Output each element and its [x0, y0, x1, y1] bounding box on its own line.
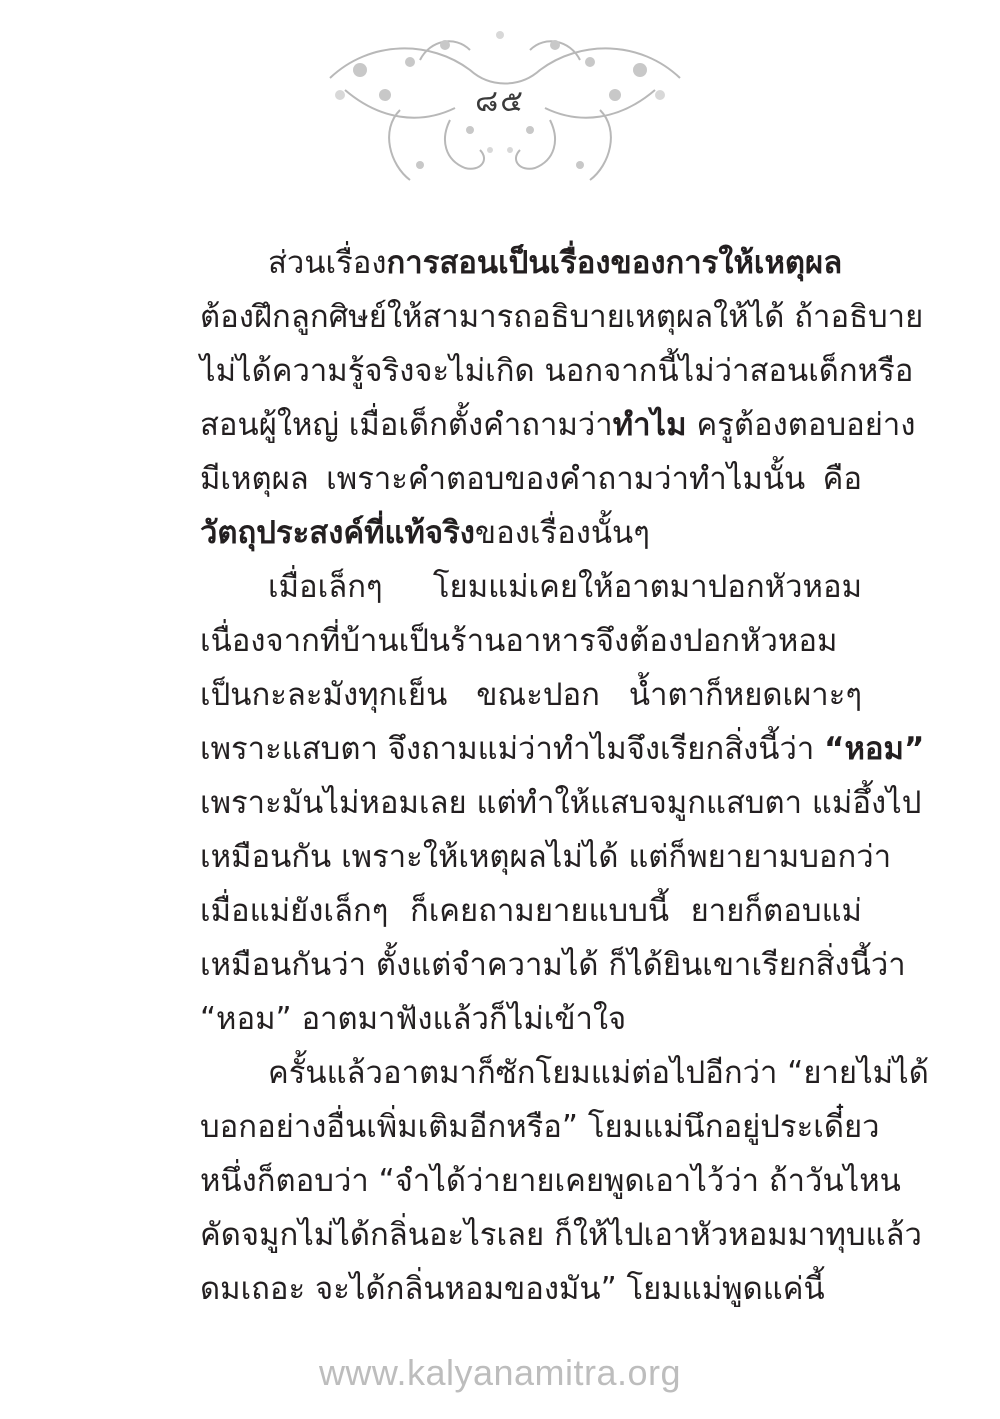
text-line: เพราะแสบตา จึงถามแม่ว่าทำไมจึงเรียกสิ่งนี้ว่า “หอม”	[200, 731, 925, 767]
text-line: หนึ่งก็ตอบว่า “จำได้ว่ายายเคยพูดเอาไว้ว่า ถ้าวันไหน	[200, 1163, 901, 1199]
page-number: ๘๕	[475, 84, 525, 119]
text-line: “หอม” อาตมาฟังแล้วก็ไม่เข้าใจ	[200, 1001, 627, 1037]
body-text	[200, 236, 929, 1316]
text-line: ไม่ได้ความรู้จริงจะไม่เกิด นอกจากนี้ไม่ว่าสอนเด็กหรือ	[200, 353, 914, 389]
text-line: ครั้นแล้วอาตมาก็ซักโยมแม่ต่อไปอีกว่า “ยายไม่ได้	[268, 1055, 929, 1091]
text-line: คัดจมูกไม่ได้กลิ่นอะไรเลย ก็ให้ไปเอาหัวหอมมาทุบแล้ว	[200, 1217, 922, 1253]
text-line: ส่วนเรื่องการสอนเป็นเรื่องของการให้เหตุผล	[268, 245, 843, 281]
text-line: บอกอย่างอื่นเพิ่มเติมอีกหรือ” โยมแม่นึกอยู่ประเดี๋ยว	[200, 1109, 880, 1145]
text-line: เพราะมันไม่หอมเลย แต่ทำให้แสบจมูกแสบตา แม่อึ้งไป	[200, 785, 922, 821]
text-line: เป็นกะละมังทุกเย็น ขณะปอก น้ำตาก็หยดเผาะๆ	[200, 677, 862, 713]
text-line: สอนผู้ใหญ่ เมื่อเด็กตั้งคำถามว่าทำไม ครูต้องตอบอย่าง	[200, 407, 916, 443]
text-line: มีเหตุผล เพราะคำตอบของคำถามว่าทำไมนั้น คือ	[200, 461, 862, 497]
text-line: เหมือนกัน เพราะให้เหตุผลไม่ได้ แต่ก็พยายามบอกว่า	[200, 839, 892, 875]
text-line: เมื่อแม่ยังเล็กๆ ก็เคยถามยายแบบนี้ ยายก็ตอบแม่	[200, 893, 862, 929]
text-line: ดมเถอะ จะได้กลิ่นหอมของมัน” โยมแม่พูดแค่นี้	[200, 1271, 825, 1307]
text-line: เมื่อเล็กๆ โยมแม่เคยให้อาตมาปอกหัวหอม	[268, 569, 862, 605]
text-line: เหมือนกันว่า ตั้งแต่จำความได้ ก็ได้ยินเขาเรียกสิ่งนี้ว่า	[200, 947, 906, 983]
text-line: ต้องฝึกลูกศิษย์ให้สามารถอธิบายเหตุผลให้ได้ ถ้าอธิบาย	[200, 299, 924, 335]
text-line: วัตถุประสงค์ที่แท้จริงของเรื่องนั้นๆ	[200, 515, 650, 551]
text-line: เนื่องจากที่บ้านเป็นร้านอาหารจึงต้องปอกหัวหอม	[200, 623, 838, 659]
footer-url[interactable]: www.kalyanamitra.org	[318, 1352, 682, 1393]
